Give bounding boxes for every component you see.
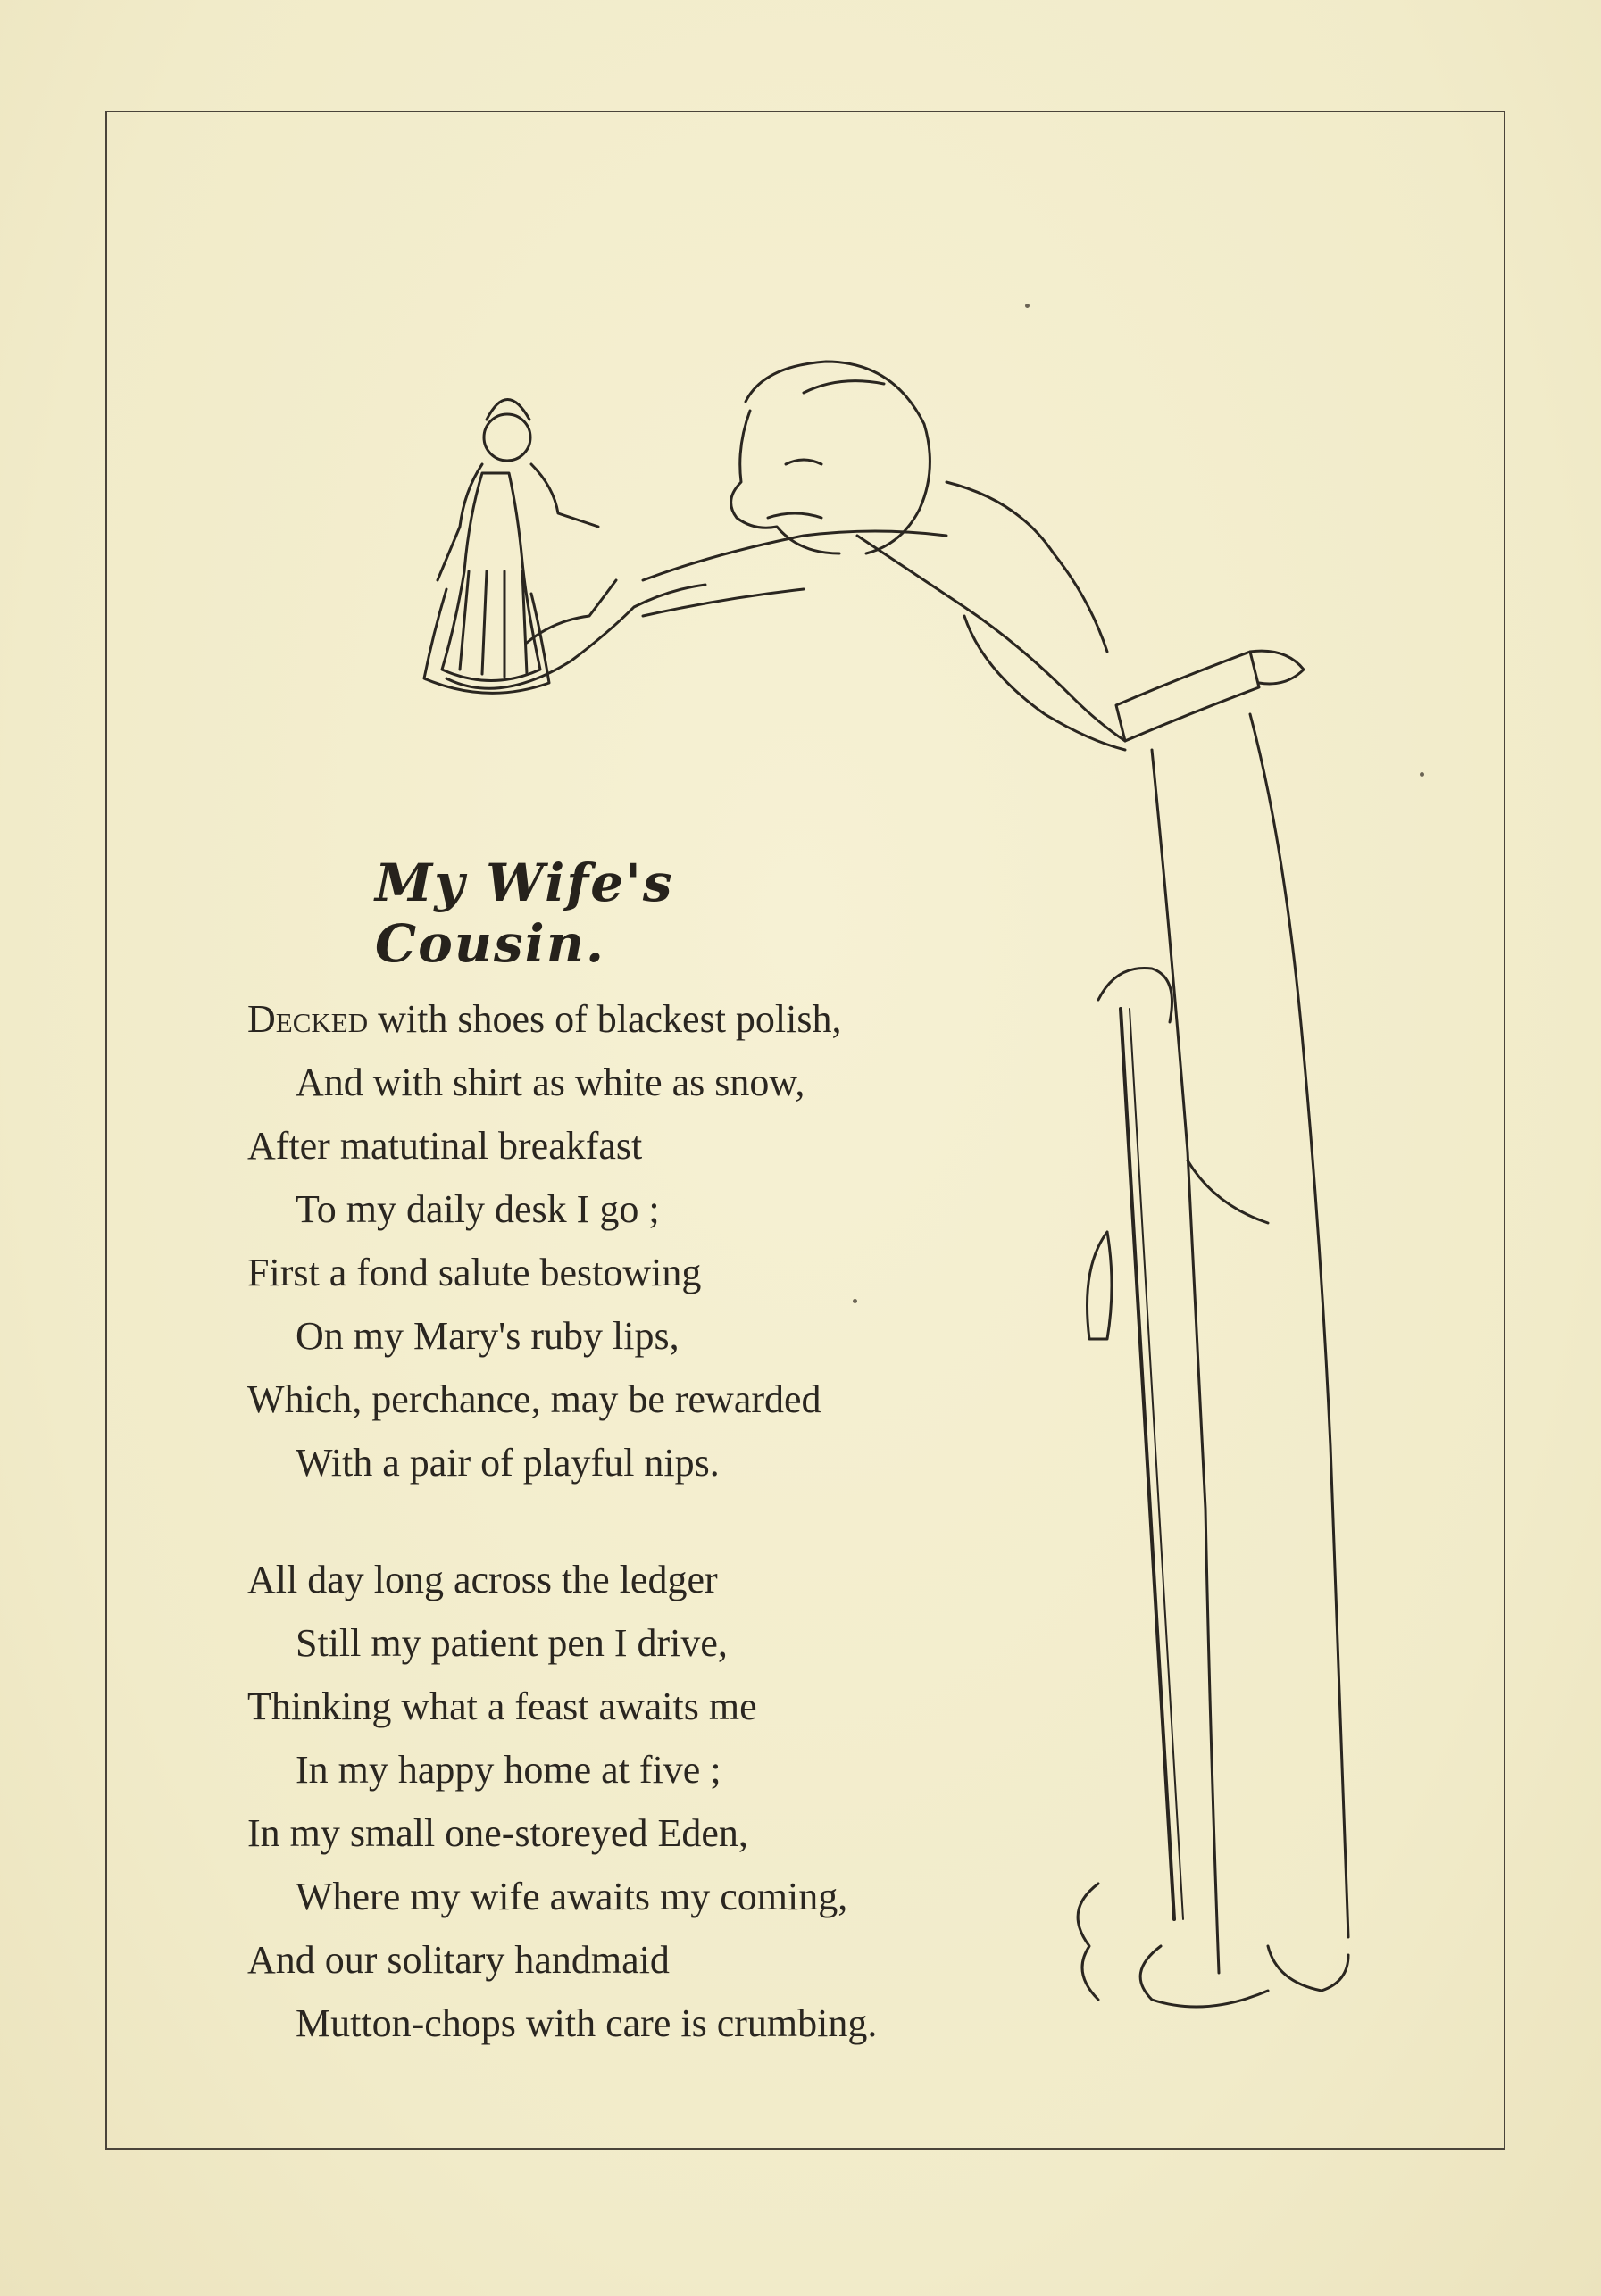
poem-line: After matutinal breakfast (247, 1124, 643, 1168)
first-line-rest: with shoes of blackest polish, (368, 997, 842, 1041)
stanza-1-line-1 (247, 987, 1051, 1051)
poem-title: My Wife's Cousin. (375, 853, 674, 974)
poem-line: In my happy home at five ; (296, 1748, 721, 1792)
poem-line: To my daily desk I go ; (296, 1187, 660, 1231)
ink-speck (853, 1299, 857, 1303)
poem-line: Where my wife awaits my coming, (296, 1875, 848, 1918)
poem-line: Which, perchance, may be rewarded (247, 1377, 821, 1421)
ink-speck (1025, 304, 1030, 308)
poem-line: With a pair of playful nips. (296, 1441, 720, 1485)
poem-line: On my Mary's ruby lips, (296, 1314, 680, 1358)
poem-line: First a fond salute bestowing (247, 1251, 702, 1294)
drop-word: Decked (247, 997, 369, 1041)
poem-line: Still my patient pen I drive, (296, 1621, 728, 1665)
poem-line: And our solitary handmaid (247, 1938, 670, 1982)
poem-line: All day long across the ledger (247, 1558, 718, 1601)
ink-speck (1420, 772, 1424, 777)
stanza-1 (247, 987, 1051, 1494)
poem-line: Mutton-chops with care is crumbing. (296, 2001, 878, 2045)
poem-line: In my small one-storeyed Eden, (247, 1811, 748, 1855)
poem-line: Thinking what a feast awaits me (247, 1685, 757, 1728)
poem-line: And with shirt as white as snow, (296, 1061, 805, 1104)
stanza-2 (247, 1548, 1051, 2055)
